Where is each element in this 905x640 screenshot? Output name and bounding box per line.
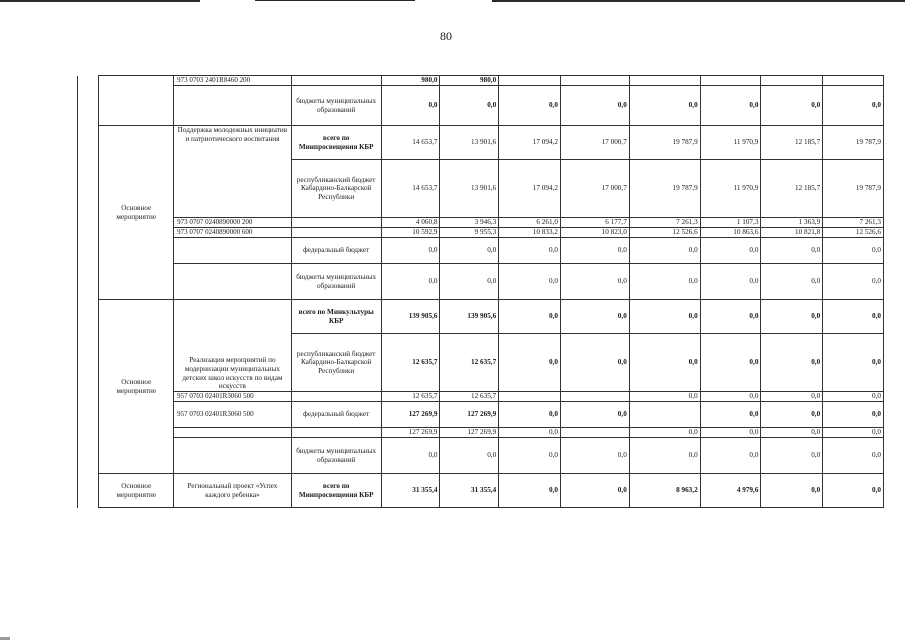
value-cell: 0,0: [381, 264, 440, 300]
budget-code: [174, 428, 291, 438]
value-cell: 12 635,7: [440, 334, 499, 392]
value-cell: 9 955,3: [440, 228, 499, 238]
table-row: [78, 126, 884, 160]
value-cell: 4 979,6: [700, 474, 761, 508]
value-cell: 0,0: [560, 402, 629, 428]
value-cell: 0,0: [700, 392, 761, 402]
top-rule-left: [0, 0, 200, 2]
value-cell: 0,0: [560, 238, 629, 264]
value-cell: 0,0: [440, 264, 499, 300]
funding-source: республиканский бюджет Кабардино-Балкарской Республики: [291, 160, 381, 218]
value-cell: 0,0: [381, 86, 440, 126]
value-cell: [560, 76, 629, 86]
value-cell: 0,0: [823, 438, 884, 474]
value-cell: 0,0: [499, 428, 561, 438]
table-row: [78, 392, 884, 402]
event-type-cell: Основное мероприятие: [99, 300, 174, 474]
funding-source: всего по Минпросвещения КБР: [291, 126, 381, 160]
value-cell: 17 094,2: [499, 160, 561, 218]
value-cell: 11 970,9: [700, 126, 761, 160]
value-cell: [700, 76, 761, 86]
value-cell: [499, 392, 561, 402]
value-cell: 12 185,7: [761, 126, 823, 160]
value-cell: 12 526,6: [629, 228, 700, 238]
value-cell: 0,0: [560, 334, 629, 392]
value-cell: 0,0: [499, 438, 561, 474]
value-cell: 0,0: [381, 438, 440, 474]
value-cell: [629, 76, 700, 86]
value-cell: 10 821,8: [761, 228, 823, 238]
value-cell: 0,0: [440, 86, 499, 126]
value-cell: 17 000,7: [560, 126, 629, 160]
value-cell: 0,0: [499, 402, 561, 428]
event-type-cell: Основное мероприятие: [99, 126, 174, 300]
budget-code: 973 0707 0240890000 600: [174, 228, 291, 238]
value-cell: 0,0: [560, 264, 629, 300]
value-cell: 0,0: [560, 86, 629, 126]
value-cell: 980,0: [440, 76, 499, 86]
funding-source: [291, 218, 381, 228]
table-row: [78, 300, 884, 334]
budget-code: [174, 438, 291, 474]
value-cell: 0,0: [761, 474, 823, 508]
value-cell: 3 946,3: [440, 218, 499, 228]
value-cell: 6 177,7: [560, 218, 629, 228]
table-row: [78, 402, 884, 428]
table-row: [78, 438, 884, 474]
value-cell: 0,0: [823, 264, 884, 300]
funding-source: всего по Минкультуры КБР: [291, 300, 381, 334]
value-cell: 0,0: [560, 300, 629, 334]
table-row: [78, 86, 884, 126]
value-cell: 13 901,6: [440, 160, 499, 218]
left-margin-cell: [78, 300, 99, 474]
value-cell: 11 970,9: [700, 160, 761, 218]
value-cell: 0,0: [823, 86, 884, 126]
table-row: [78, 474, 884, 508]
value-cell: 0,0: [761, 428, 823, 438]
value-cell: [823, 76, 884, 86]
value-cell: [761, 76, 823, 86]
value-cell: 980,0: [381, 76, 440, 86]
value-cell: 127 269,9: [440, 428, 499, 438]
value-cell: 31 355,4: [381, 474, 440, 508]
value-cell: 0,0: [560, 474, 629, 508]
value-cell: 0,0: [761, 300, 823, 334]
value-cell: 0,0: [700, 428, 761, 438]
budget-code: [174, 264, 291, 300]
left-margin-cell: [78, 126, 99, 300]
table-row: [78, 76, 884, 86]
value-cell: 0,0: [700, 300, 761, 334]
value-cell: 0,0: [629, 392, 700, 402]
value-cell: 17 094,2: [499, 126, 561, 160]
value-cell: 0,0: [823, 334, 884, 392]
value-cell: 1 363,9: [761, 218, 823, 228]
value-cell: 0,0: [761, 392, 823, 402]
funding-source: бюджеты муниципальных образований: [291, 438, 381, 474]
funding-source: [291, 392, 381, 402]
value-cell: 0,0: [700, 402, 761, 428]
value-cell: 0,0: [700, 238, 761, 264]
funding-source: [291, 76, 381, 86]
value-cell: 10 863,6: [700, 228, 761, 238]
value-cell: 0,0: [823, 402, 884, 428]
value-cell: 0,0: [629, 300, 700, 334]
value-cell: 8 963,2: [629, 474, 700, 508]
value-cell: 0,0: [761, 334, 823, 392]
value-cell: 127 269,9: [440, 402, 499, 428]
value-cell: 0,0: [700, 86, 761, 126]
section-name-success: Региональный проект «Успех каждого ребенка»: [174, 474, 291, 508]
funding-source: федеральный бюджет: [291, 402, 381, 428]
table-row: [78, 218, 884, 228]
budget-code: [174, 86, 291, 126]
budget-code: [174, 238, 291, 264]
value-cell: 14 653,7: [381, 126, 440, 160]
value-cell: 17 000,7: [560, 160, 629, 218]
value-cell: 19 787,9: [629, 126, 700, 160]
funding-source: всего по Минпросвещения КБР: [291, 474, 381, 508]
value-cell: 0,0: [440, 438, 499, 474]
value-cell: 0,0: [629, 334, 700, 392]
value-cell: [629, 402, 700, 428]
value-cell: 10 833,2: [499, 228, 561, 238]
value-cell: 12 635,7: [440, 392, 499, 402]
value-cell: 14 653,7: [381, 160, 440, 218]
value-cell: 31 355,4: [440, 474, 499, 508]
value-cell: 0,0: [499, 238, 561, 264]
value-cell: 19 787,9: [629, 160, 700, 218]
value-cell: 0,0: [560, 438, 629, 474]
funding-source: [291, 228, 381, 238]
value-cell: [499, 76, 561, 86]
value-cell: 0,0: [499, 300, 561, 334]
funding-source: республиканский бюджет Кабардино-Балкарской Республики: [291, 334, 381, 392]
value-cell: 0,0: [700, 264, 761, 300]
value-cell: 0,0: [761, 238, 823, 264]
value-cell: 10 823,0: [560, 228, 629, 238]
funding-source: [291, 428, 381, 438]
budget-code: 973 0703 2401R8460 200: [174, 76, 291, 86]
value-cell: 0,0: [761, 86, 823, 126]
value-cell: 127 269,9: [381, 402, 440, 428]
value-cell: 0,0: [761, 402, 823, 428]
page-number: 80: [440, 29, 452, 43]
value-cell: 0,0: [440, 238, 499, 264]
value-cell: 12 526,6: [823, 228, 884, 238]
table-row: [78, 264, 884, 300]
value-cell: 12 635,7: [381, 334, 440, 392]
value-cell: 0,0: [499, 264, 561, 300]
funding-source: бюджеты муниципальных образований: [291, 86, 381, 126]
section-name-art-schools: Реализация мероприятий по модернизации муниципальных детских школ искусств по видам искусств: [174, 300, 291, 392]
value-cell: 6 261,0: [499, 218, 561, 228]
event-type-cell: Основное мероприятие: [99, 474, 174, 508]
value-cell: 7 261,3: [629, 218, 700, 228]
budget-code: 957 0703 02401R3060 500: [174, 392, 291, 402]
budget-table: [77, 75, 884, 508]
value-cell: 7 261,3: [823, 218, 884, 228]
value-cell: 4 060,8: [381, 218, 440, 228]
top-rule-mid: [255, 0, 415, 1]
value-cell: 0,0: [629, 264, 700, 300]
value-cell: 19 787,9: [823, 126, 884, 160]
section-name-youth: Поддержка молодежных инициатив и патриотического воспитания: [174, 126, 291, 218]
value-cell: 139 905,6: [440, 300, 499, 334]
value-cell: 0,0: [823, 238, 884, 264]
value-cell: [560, 392, 629, 402]
value-cell: 0,0: [700, 334, 761, 392]
value-cell: 1 107,3: [700, 218, 761, 228]
left-margin-cell: [78, 474, 99, 508]
value-cell: 0,0: [499, 334, 561, 392]
value-cell: 139 905,6: [381, 300, 440, 334]
value-cell: 19 787,9: [823, 160, 884, 218]
value-cell: 0,0: [761, 264, 823, 300]
value-cell: 0,0: [629, 86, 700, 126]
value-cell: 0,0: [823, 300, 884, 334]
value-cell: 0,0: [761, 438, 823, 474]
value-cell: 0,0: [629, 428, 700, 438]
value-cell: 127 269,9: [381, 428, 440, 438]
value-cell: 0,0: [499, 474, 561, 508]
funding-source: федеральный бюджет: [291, 238, 381, 264]
value-cell: 0,0: [499, 86, 561, 126]
value-cell: 0,0: [823, 428, 884, 438]
value-cell: 0,0: [823, 392, 884, 402]
value-cell: 0,0: [823, 474, 884, 508]
value-cell: 12 185,7: [761, 160, 823, 218]
budget-code: 957 0703 02401R3060 500: [174, 402, 291, 428]
value-cell: 13 901,6: [440, 126, 499, 160]
table-row: [78, 428, 884, 438]
value-cell: 12 635,7: [381, 392, 440, 402]
top-rule-right: [492, 0, 905, 2]
value-cell: 0,0: [700, 438, 761, 474]
value-cell: 0,0: [629, 238, 700, 264]
table-row: [78, 238, 884, 264]
value-cell: [560, 428, 629, 438]
budget-code: 973 0707 0240890000 200: [174, 218, 291, 228]
event-type-cell: [99, 76, 174, 126]
funding-source: бюджеты муниципальных образований: [291, 264, 381, 300]
value-cell: 10 592,9: [381, 228, 440, 238]
value-cell: 0,0: [381, 238, 440, 264]
value-cell: 0,0: [629, 438, 700, 474]
table-row: [78, 228, 884, 238]
left-margin-cell: [78, 76, 99, 126]
